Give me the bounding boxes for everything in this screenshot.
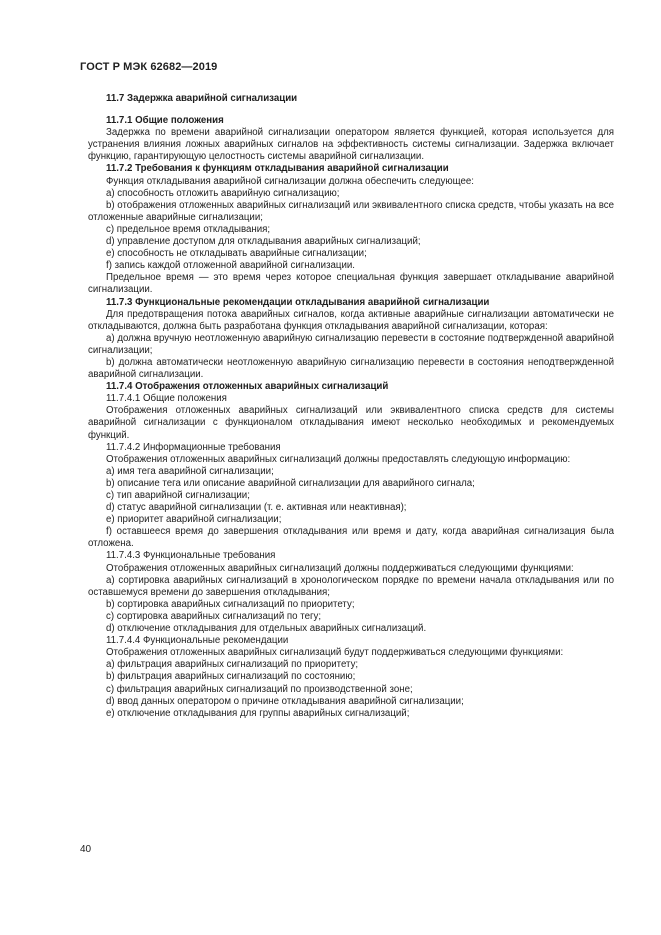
paragraph: с) тип аварийной сигнализации; — [106, 490, 250, 501]
paragraph: 11.7.4.2 Информационные требования — [106, 441, 281, 453]
paragraph: b) фильтрация аварийных сигнализаций по состоянию; — [106, 671, 356, 683]
paragraph: e) отключение откладывания для группы аварийных сигнализаций; — [106, 707, 410, 719]
paragraph: а) имя тега аварийной сигнализации; — [106, 465, 274, 477]
subsection-heading: 11.7.2 Требования к функциям откладывания аварийной сигнализации — [106, 163, 449, 175]
paragraph: d) управление доступом для откладывания аварийных сигнализаций; — [106, 236, 421, 248]
paragraph: Отображения отложенных аварийных сигнализаций или эквивалентного списка средств для системы аварийной сигнализации с функционалом откладывания имеют несколько необходимых и рекомендуемых функций. — [88, 405, 614, 441]
paragraph: с) предельное время откладывания; — [106, 223, 271, 235]
paragraph: Отображения отложенных аварийных сигнализаций должны предоставлять следующую информацию: — [106, 453, 571, 465]
paragraph: Задержка по времени аварийной сигнализации оператором является функцией, которая используется для устранения влияния ложных аварийных сигналов на эффективность системы сигнализации. Задержка включает функцию, гарантирующую целостность системы аварийной сигнализации. — [88, 127, 614, 163]
paragraph: e) приоритет аварийной сигнализации; — [106, 514, 282, 526]
document-body — [88, 93, 614, 720]
paragraph: с) сортировка аварийных сигнализаций по тегу; — [106, 610, 322, 622]
paragraph: f) оставшееся время до завершения откладывания или время и дату, когда аварийная сигнализация была отложена. — [88, 526, 614, 550]
paragraph: а) сортировка аварийных сигнализаций в хронологическом порядке по времени начала откладывания или по оставшемуся времени до завершения откладывания; — [88, 574, 614, 598]
paragraph: d) отключение откладывания для отдельных аварийных сигнализаций. — [106, 623, 427, 635]
section-heading: 11.7 Задержка аварийной сигнализации — [106, 93, 298, 104]
paragraph: d) ввод данных оператором о причине откладывания аварийной сигнализации; — [106, 695, 464, 707]
subsection-heading: 11.7.4 Отображения отложенных аварийных сигнализаций — [106, 381, 389, 393]
subsection-heading: 11.7.3 Функциональные рекомендации откладывания аварийной сигнализации — [106, 296, 490, 308]
document-header: ГОСТ Р МЭК 62682—2019 — [80, 61, 218, 73]
paragraph: b) описание тега или описание аварийной сигнализации для аварийного сигнала; — [106, 477, 475, 489]
paragraph: b) сортировка аварийных сигнализаций по приоритету; — [106, 598, 355, 610]
paragraph: Для предотвращения потока аварийных сигналов, когда активные аварийные сигнализации автоматически не откладываются, должна быть разработана функция откладывания аварийной сигнализации, которая: — [88, 308, 614, 332]
paragraph: e) способность не откладывать аварийные сигнализации; — [106, 248, 367, 260]
paragraph: а) способность отложить аварийную сигнализацию; — [106, 187, 340, 199]
paragraph: Отображения отложенных аварийных сигнализаций должны поддерживаться следующими функциями: — [106, 562, 574, 574]
paragraph: 11.7.4.3 Функциональные требования — [106, 550, 276, 562]
paragraph: а) фильтрация аварийных сигнализаций по приоритету; — [106, 659, 359, 671]
paragraph: Предельное время — это время через которое специальная функция завершает откладывание аварийной сигнализации. — [88, 272, 614, 296]
paragraph: с) фильтрация аварийных сигнализаций по производственной зоне; — [106, 683, 413, 695]
paragraph: d) статус аварийной сигнализации (т. е. активная или неактивная); — [106, 502, 407, 514]
paragraph: а) должна вручную неотложенную аварийную сигнализацию перевести в состояние подтвержденной аварийной сигнализации; — [88, 332, 614, 356]
paragraph: 11.7.4.1 Общие положения — [106, 393, 227, 405]
paragraph: Функция откладывания аварийной сигнализации должна обеспечить следующее: — [106, 175, 474, 187]
paragraph: 11.7.4.4 Функциональные рекомендации — [106, 635, 289, 647]
subsection-heading: 11.7.1 Общие положения — [106, 115, 224, 127]
page-number: 40 — [80, 844, 92, 855]
paragraph: f) запись каждой отложенной аварийной сигнализации. — [106, 260, 355, 272]
paragraph: b) отображения отложенных аварийных сигнализаций или эквивалентного списка средств, чтобы указать на все отложенные аварийные сигнализации; — [88, 199, 615, 223]
paragraph: b) должна автоматически неотложенную аварийную сигнализацию перевести в состояния неподтвержденной аварийной сигнализации. — [88, 356, 614, 381]
paragraph: Отображения отложенных аварийных сигнализаций будут поддерживаться следующими функциями: — [106, 647, 564, 659]
